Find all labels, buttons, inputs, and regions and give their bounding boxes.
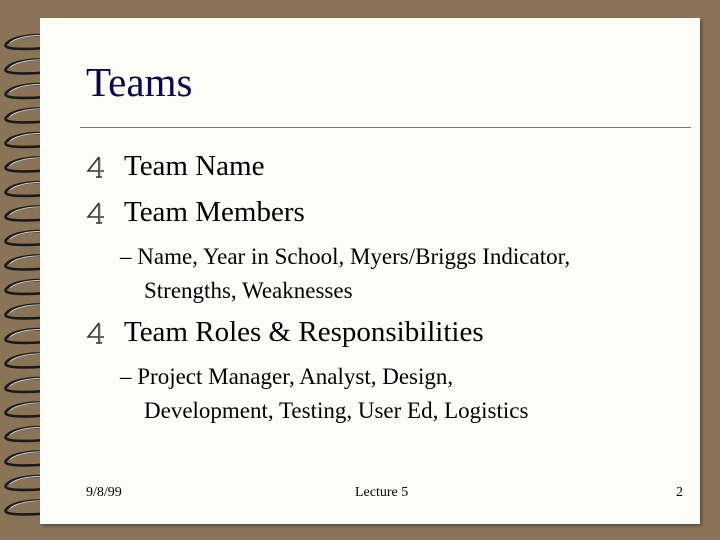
bullet-label: Team Roles & Responsibilities <box>124 316 484 348</box>
title-divider <box>80 127 691 128</box>
bullet-team-roles <box>86 316 484 349</box>
footer-date: 9/8/99 <box>86 485 122 500</box>
slide-title: Teams <box>86 59 193 105</box>
sub-bullet-line: Development, Testing, User Ed, Logistics <box>144 398 529 423</box>
numeral-4-bullet-icon <box>86 321 106 345</box>
sub-bullet-line: Strengths, Weaknesses <box>144 278 353 303</box>
bullet-team-name <box>86 150 264 183</box>
footer-lecture: Lecture 5 <box>355 485 409 500</box>
sub-bullet-role-details <box>120 360 528 428</box>
sub-bullet-member-details <box>120 240 570 308</box>
numeral-4-bullet-icon <box>86 201 106 225</box>
bullet-label: Team Members <box>124 196 305 228</box>
numeral-4-bullet-icon <box>86 155 106 179</box>
bullet-label: Team Name <box>124 150 265 182</box>
sub-bullet-line: – Project Manager, Analyst, Design, <box>120 364 454 389</box>
footer-page-number: 2 <box>676 485 683 500</box>
bullet-team-members <box>86 196 305 229</box>
sub-bullet-line: – Name, Year in School, Myers/Briggs Indicator, <box>120 244 571 269</box>
